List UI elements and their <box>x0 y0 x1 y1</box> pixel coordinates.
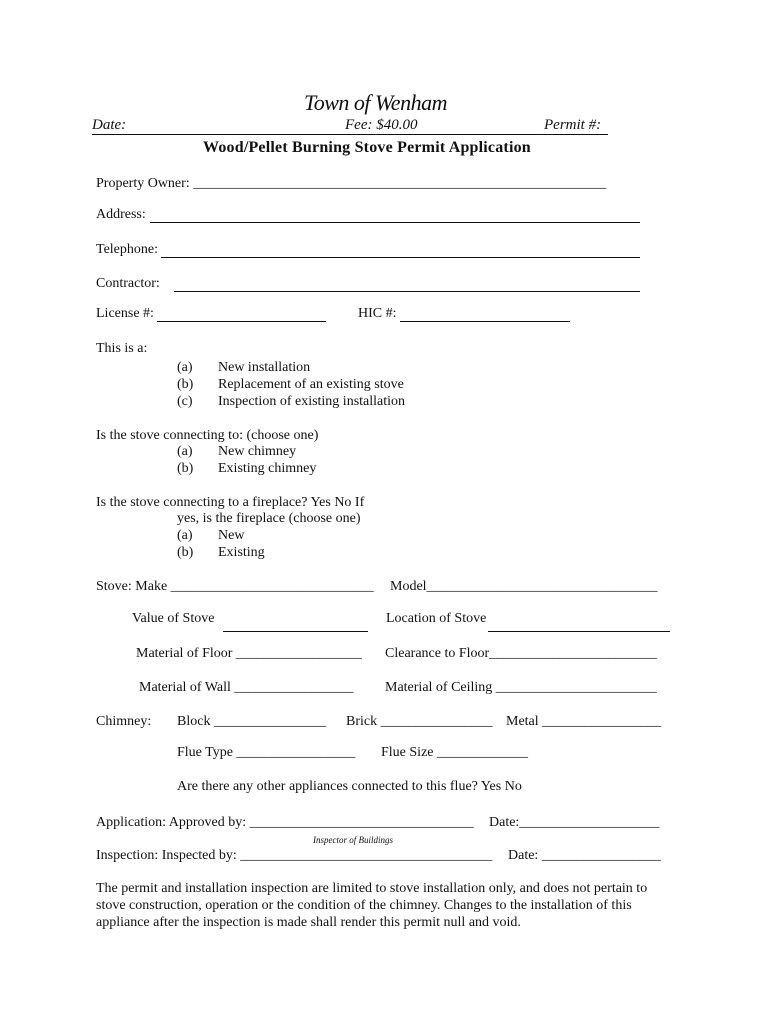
option-letter: (a) <box>177 444 193 459</box>
option-letter: (c) <box>177 394 193 409</box>
property-owner-field: Property Owner: ___________________________________________________________ <box>96 176 607 191</box>
location-of-stove-label: Location of Stove <box>386 611 487 626</box>
option-inspection: Inspection of existing installation <box>218 394 406 409</box>
connecting-label: Is the stove connecting to: (choose one) <box>96 428 319 443</box>
inspector-caption: Inspector of Buildings <box>313 835 393 845</box>
chimney-metal-field: Metal _________________ <box>506 714 662 729</box>
stove-make-field: Stove: Make _____________________________ <box>96 579 374 594</box>
contractor-input-line[interactable] <box>174 291 640 292</box>
option-letter: (b) <box>177 377 194 392</box>
option-replacement: Replacement of an existing stove <box>218 377 404 392</box>
value-of-stove-label: Value of Stove <box>132 611 215 626</box>
option-letter: (a) <box>177 360 193 375</box>
approved-by-field: Application: Approved by: ________________________________ <box>96 815 474 830</box>
chimney-brick-field: Brick ________________ <box>346 714 493 729</box>
fee-label: Fee: $40.00 <box>345 117 418 133</box>
option-existing: Existing <box>218 545 265 560</box>
option-letter: (b) <box>177 545 194 560</box>
approved-date-field: Date:____________________ <box>489 815 660 830</box>
chimney-block-field: Block ________________ <box>177 714 326 729</box>
material-floor-field: Material of Floor __________________ <box>136 646 362 661</box>
inspected-by-field: Inspection: Inspected by: ____________________________________ <box>96 848 493 863</box>
material-wall-field: Material of Wall _________________ <box>139 680 354 695</box>
permit-label: Permit #: <box>544 117 602 133</box>
location-input-line[interactable] <box>488 631 670 632</box>
hic-label: HIC #: <box>358 306 397 321</box>
option-existing-chimney: Existing chimney <box>218 461 317 476</box>
license-label: License #: <box>96 306 154 321</box>
chimney-label: Chimney: <box>96 714 152 729</box>
option-new-installation: New installation <box>218 360 311 375</box>
fireplace-followup: yes, is the fireplace (choose one) <box>177 511 361 526</box>
fireplace-question: Is the stove connecting to a fireplace? Yes No If <box>96 495 365 510</box>
telephone-label: Telephone: <box>96 242 158 257</box>
this-is-a-label: This is a: <box>96 341 148 356</box>
other-appliances-question: Are there any other appliances connected to this flue? Yes No <box>177 779 522 794</box>
contractor-label: Contractor: <box>96 276 160 291</box>
flue-size-field: Flue Size _____________ <box>381 745 528 760</box>
option-letter: (a) <box>177 528 193 543</box>
material-ceiling-field: Material of Ceiling _______________________ <box>385 680 657 695</box>
header-underline <box>92 134 608 135</box>
town-title: Town of Wenham <box>304 90 447 115</box>
clearance-floor-field: Clearance to Floor________________________ <box>385 646 658 661</box>
option-new-chimney: New chimney <box>218 444 297 459</box>
telephone-input-line[interactable] <box>161 257 640 258</box>
address-input-line[interactable] <box>150 222 640 223</box>
stove-model-field: Model_________________________________ <box>390 579 658 594</box>
flue-type-field: Flue Type _________________ <box>177 745 356 760</box>
date-label: Date: <box>92 117 127 133</box>
address-label: Address: <box>96 207 146 222</box>
option-letter: (b) <box>177 461 194 476</box>
option-new: New <box>218 528 245 543</box>
license-input-line[interactable] <box>157 321 326 322</box>
hic-input-line[interactable] <box>400 321 570 322</box>
inspected-date-field: Date: _________________ <box>508 848 661 863</box>
form-title: Wood/Pellet Burning Stove Permit Application <box>203 139 531 156</box>
value-input-line[interactable] <box>223 631 368 632</box>
permit-disclaimer: The permit and installation inspection are limited to stove installation only, and does not pertain to stove construction, operation or the condition of the chimney. Changes to the installation of this appliance after the inspection is made shall render this permit null and void. <box>96 881 648 930</box>
